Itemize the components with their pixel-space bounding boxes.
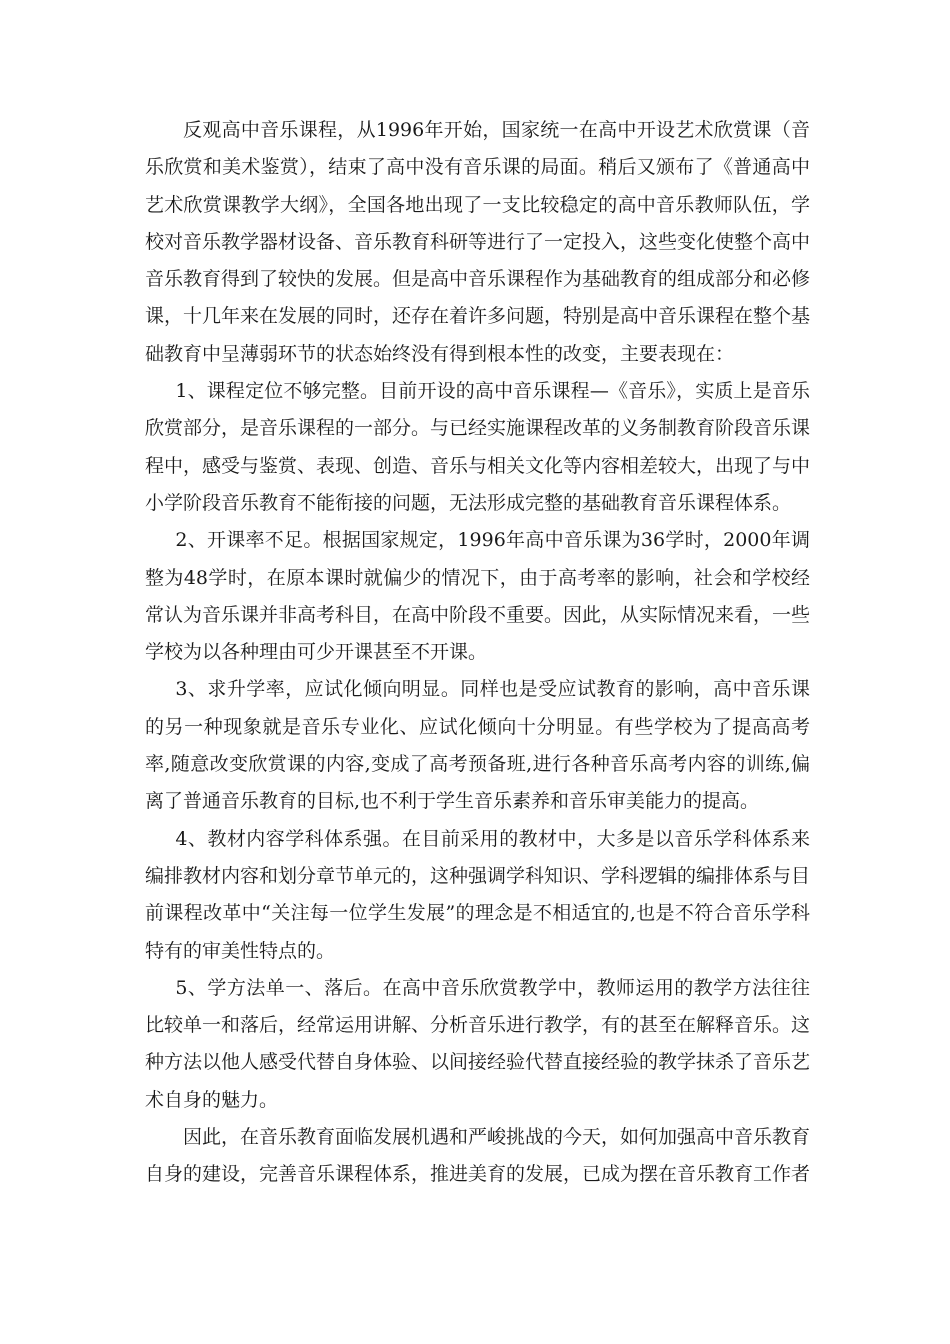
conclusion-paragraph: 因此，在音乐教育面临发展机遇和严峻挑战的今天，如何加强高中音乐教育自身的建设，完善音乐课程体系，推进美育的发展，已成为摆在音乐教育工作者 [145, 1126, 811, 1186]
point-1-paragraph: 1、课程定位不够完整。目前开设的高中音乐课程—《音乐》，实质上是音乐欣赏部分，是音乐课程的一部分。与已经实施课程改革的义务制教育阶段音乐课程中，感受与鉴赏、表现、创造、音乐与相关文化等内容相差较大，出现了与中小学阶段音乐教育不能衔接的问题，无法形成完整的基础教育音乐课程体系。 [145, 380, 811, 514]
intro-paragraph: 反观高中音乐课程，从1996年开始，国家统一在高中开设艺术欣赏课（音乐欣赏和美术鉴赏），结束了高中没有音乐课的局面。稍后又颁布了《普通高中艺术欣赏课教学大纲》，全国各地出现了一支比较稳定的高中音乐教师队伍，学校对音乐教学器材设备、音乐教育科研等进行了一定投入，这些变化使整个高中音乐教育得到了较快的发展。但是高中音乐课程作为基础教育的组成部分和必修课，十几年来在发展的同时，还存在着许多问题，特别是高中音乐课程在整个基础教育中呈薄弱环节的状态始终没有得到根本性的改变，主要表现在： [145, 119, 811, 365]
point-4-paragraph: 4、教材内容学科体系强。在目前采用的教材中，大多是以音乐学科体系来编排教材内容和划分章节单元的，这种强调学科知识、学科逻辑的编排体系与目前课程改革中“关注每一位学生发展”的理念是不相适宜的,也是不符合音乐学科特有的审美性特点的。 [145, 827, 811, 962]
point-2-paragraph: 2、开课率不足。根据国家规定，1996年高中音乐课为36学时，2000年调整为48学时，在原本课时就偏少的情况下，由于高考率的影响，社会和学校经常认为音乐课并非高考科目，在高中阶段不重要。因此，从实际情况来看，一些学校为以各种理由可少开课甚至不开课。 [145, 529, 811, 664]
document-body [145, 112, 810, 1194]
point-5-paragraph: 5、学方法单一、落后。在高中音乐欣赏教学中，教师运用的教学方法往往比较单一和落后，经常运用讲解、分析音乐进行教学，有的甚至在解释音乐。这种方法以他人感受代替自身体验、以间接经验代替直接经验的教学抹杀了音乐艺术自身的魅力。 [145, 976, 811, 1111]
point-3-paragraph: 3、求升学率，应试化倾向明显。同样也是受应试教育的影响，高中音乐课的另一种现象就是音乐专业化、应试化倾向十分明显。有些学校为了提高高考率,随意改变欣赏课的内容,变成了高考预备班,进行各种音乐高考内容的训练,偏离了普通音乐教育的目标,也不利于学生音乐素养和音乐审美能力的提高。 [145, 678, 810, 813]
